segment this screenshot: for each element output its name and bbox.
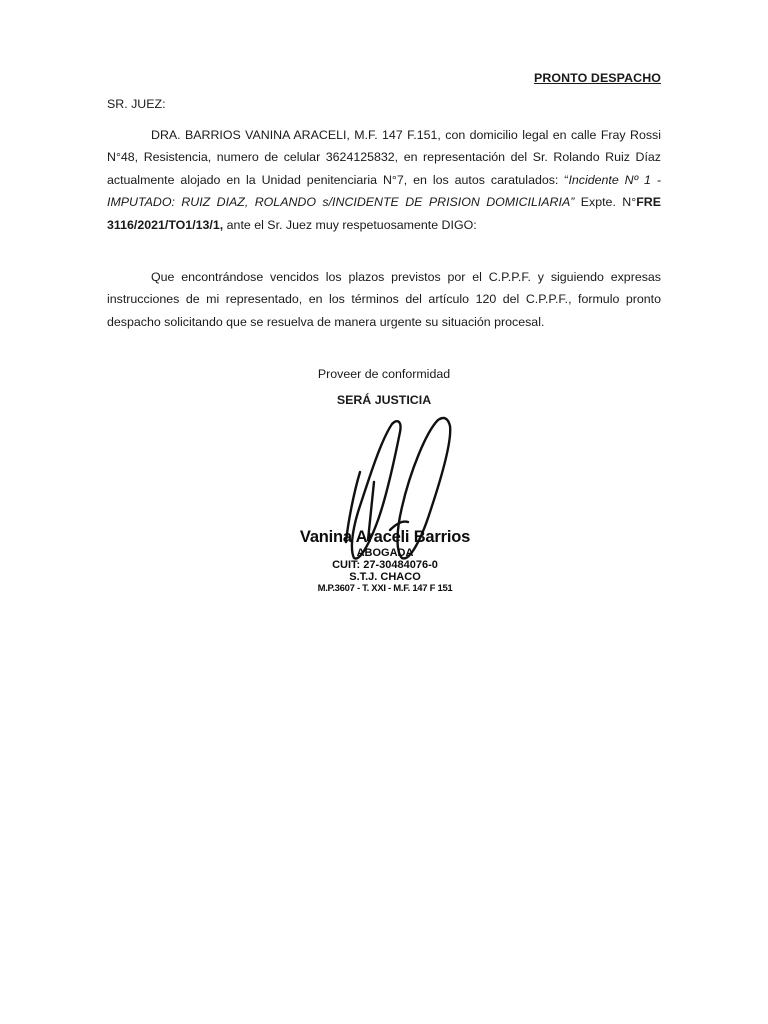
- paragraph-1-text-c: ante el Sr. Juez muy respetuosamente DIGO:: [223, 217, 477, 232]
- stamp-cuit: CUIT: 27-30484076-0: [332, 559, 438, 571]
- closing-request: Proveer de conformidad: [317, 367, 451, 381]
- salutation: SR. JUEZ:: [107, 97, 166, 111]
- stamp-registration: M.P.3607 - T. XXI - M.F. 147 F 151: [317, 583, 453, 594]
- paragraph-1-text-b: Expte. N°: [574, 195, 637, 210]
- file-number: FRE 3116/2021/TO1/13/1,: [107, 195, 661, 232]
- paragraph-request: [107, 266, 661, 333]
- document-title: PRONTO DESPACHO: [533, 71, 661, 85]
- stamp-court: S.T.J. CHACO: [349, 571, 421, 583]
- closing-justice: SERÁ JUSTICIA: [336, 393, 432, 407]
- lawyer-stamp: [280, 528, 490, 595]
- paragraph-1-text-a: DRA. BARRIOS VANINA ARACELI, M.F. 147 F.151, con domicilio legal en calle Fray Rossi N°48, Resistencia, numero de celular 3624125832, en representación del Sr. Rolando Ruiz Díaz actualmente alojado en la Unidad penitenciaria N°7, en los autos caratulados: “: [107, 128, 661, 187]
- stamp-role: ABOGADA: [356, 547, 414, 559]
- case-title: Incidente Nº 1 - IMPUTADO: RUIZ DIAZ, ROLANDO s/INCIDENTE DE PRISION DOMICILIARIA”: [107, 172, 662, 210]
- paragraph-representation: [107, 124, 661, 236]
- paragraph-2-text: Que encontrándose vencidos los plazos previstos por el C.P.P.F. y siguiendo expresas instrucciones de mi representado, en los términos del artículo 120 del C.P.P.F., formulo pronto despacho solicitando que se resuelva de manera urgente su situación procesal.: [107, 270, 661, 329]
- stamp-name: Vanina Araceli Barrios: [299, 528, 471, 546]
